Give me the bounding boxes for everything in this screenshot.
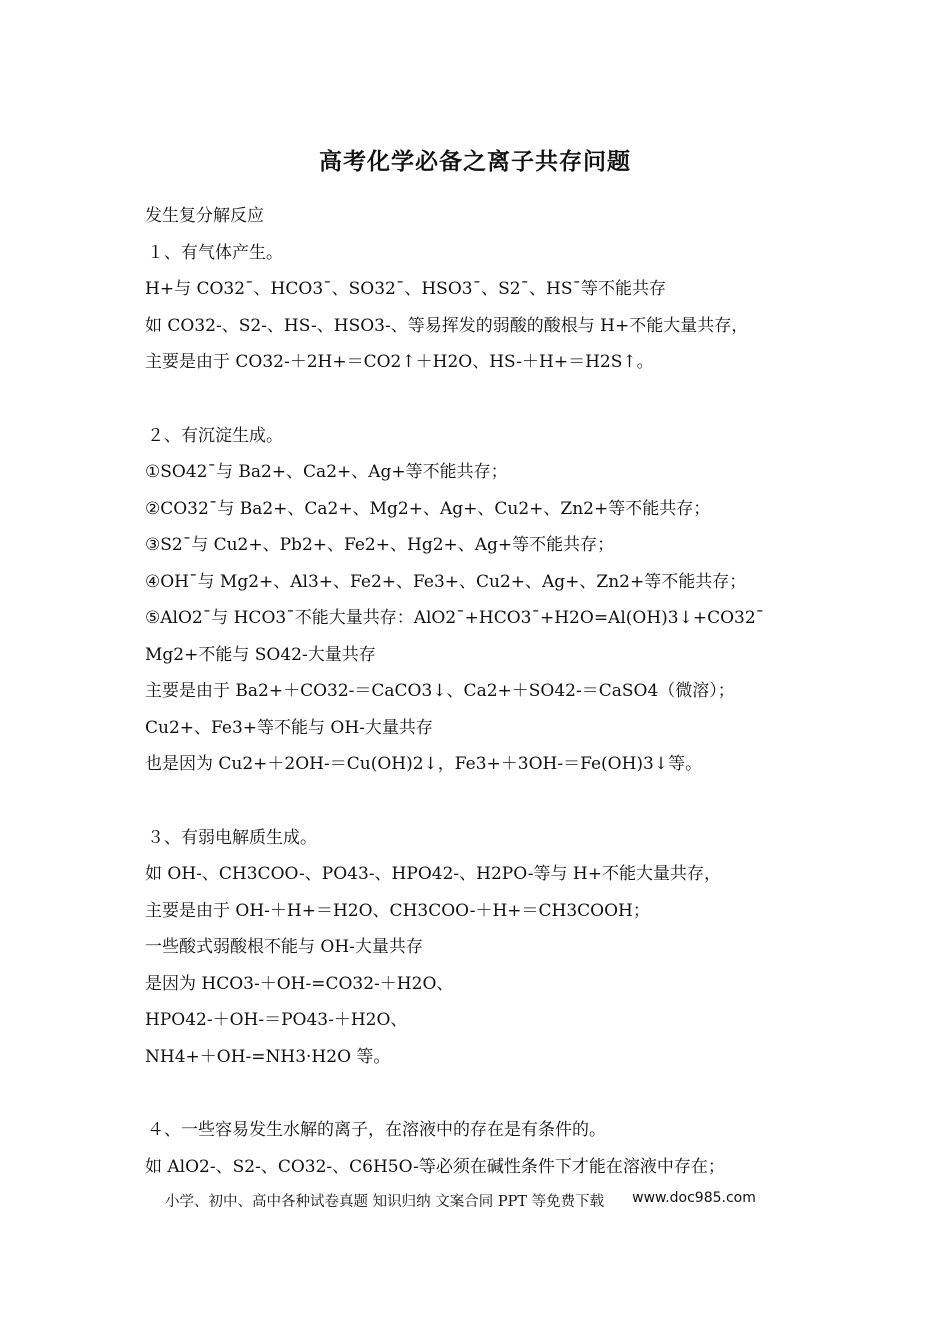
text-line: 如 CO32-、S2-、HS-、HSO3-、等易挥发的弱酸的酸根与 H+不能大量共存， (145, 315, 749, 336)
text-line: 主要是由于 Ba2+＋CO32-＝CaCO3↓、Ca2+＋SO42-＝CaSO4（微溶）； (145, 681, 735, 701)
text-line: 如 AlO2-、S2-、CO32-、C6H5O-等必须在碱性条件下才能在溶液中存在； (145, 1156, 725, 1177)
text-line: 一些酸式弱酸根不能与 OH-大量共存 (145, 937, 423, 957)
section-heading: ４、一些容易发生水解的离子，在溶液中的存在是有条件的。 (147, 1120, 606, 1140)
document-title: 高考化学必备之离子共存问题 (319, 148, 631, 175)
text-line: 也是因为 Cu2+＋2OH-＝Cu(OH)2↓，Fe3+＋3OH-＝Fe(OH)3↓等。 (145, 754, 703, 774)
blank-line (145, 381, 825, 418)
page-footer (165, 1190, 805, 1211)
document-body (145, 198, 825, 1185)
text-line: 主要是由于 OH-＋H+＝H2O、CH3COO-＋H+＝CH3COOH； (145, 900, 650, 921)
text-line: Cu2+、Fe3+等不能与 OH-大量共存 (145, 717, 433, 738)
text-line: ⑤AlO2ˉ与 HCO3ˉ不能大量共存：AlO2ˉ+HCO3ˉ+H2O=Al(OH)3↓+CO32ˉ (145, 608, 765, 628)
text-line: ③S2ˉ与 Cu2+、Pb2+、Fe2+、Hg2+、Ag+等不能共存； (145, 535, 615, 555)
text-line: ①SO42ˉ与 Ba2+、Ca2+、Ag+等不能共存； (145, 462, 508, 482)
text-line: 发生复分解反应 (145, 206, 264, 226)
footer-text: 小学、初中、高中各种试卷真题 知识归纳 文案合同 PPT 等免费下载 (165, 1194, 605, 1210)
section-heading: ３、有弱电解质生成。 (147, 827, 317, 848)
text-line: NH4+＋OH-=NH3·H2O 等。 (145, 1046, 391, 1067)
section-heading: ２、有沉淀生成。 (147, 425, 283, 446)
text-line: ②CO32ˉ与 Ba2+、Ca2+、Mg2+、Ag+、Cu2+、Zn2+等不能共存； (145, 498, 711, 519)
blank-line (145, 783, 825, 820)
text-line: 如 OH-、CH3COO-、PO43-、HPO42-、H2PO-等与 H+不能大量共存， (145, 864, 721, 884)
footer-url: www.doc985.com (632, 1190, 756, 1206)
text-line: ④OHˉ与 Mg2+、Al3+、Fe2+、Fe3+、Cu2+、Ag+、Zn2+等不能共存； (145, 571, 747, 592)
section-heading: １、有气体产生。 (147, 242, 283, 263)
text-line: H+与 CO32ˉ、HCO3ˉ、SO32ˉ、HSO3ˉ、S2ˉ、HSˉ等不能共存 (145, 279, 667, 299)
text-line: 主要是由于 CO32-＋2H+＝CO2↑＋H2O、HS-＋H+＝H2S↑。 (145, 352, 654, 372)
text-line: HPO42-＋OH-＝PO43-＋H2O、 (145, 1010, 408, 1030)
blank-line (145, 1075, 825, 1112)
text-line: 是因为 HCO3-＋OH-=CO32-＋H2O、 (145, 973, 454, 994)
text-line: Mg2+不能与 SO42-大量共存 (145, 644, 376, 665)
